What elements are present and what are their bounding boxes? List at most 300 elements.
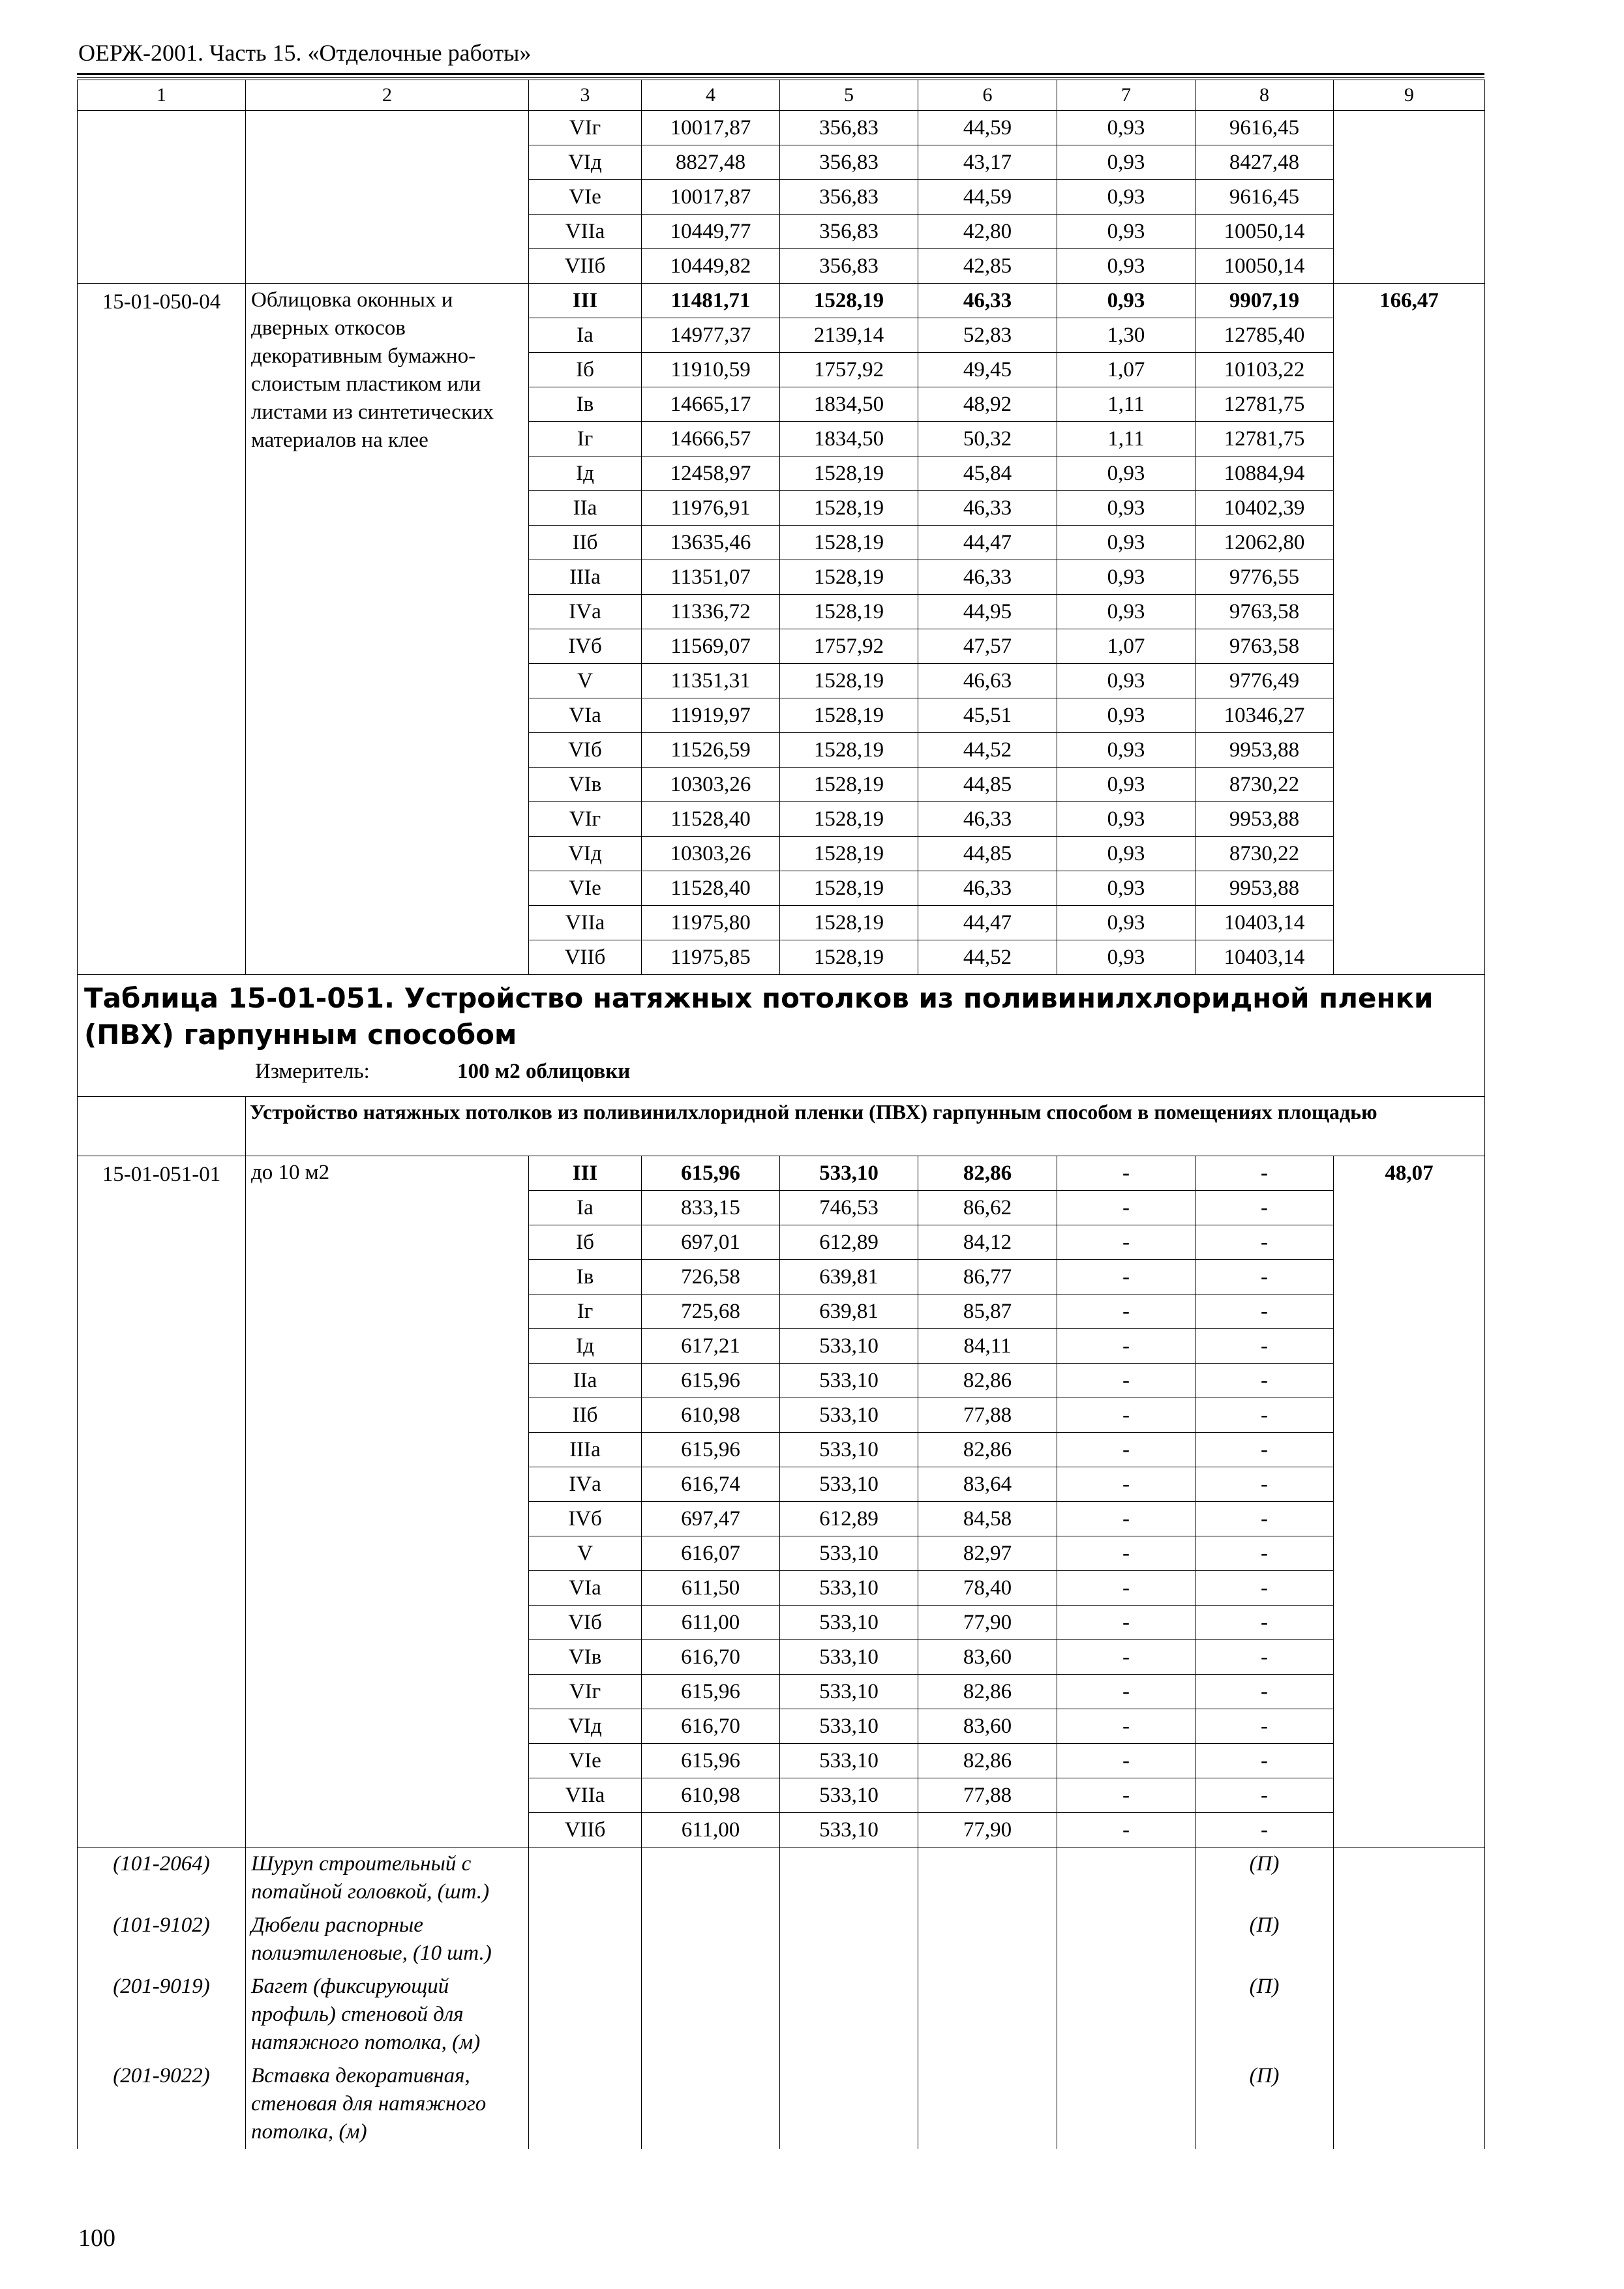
- value-cell: 45,51: [918, 698, 1057, 733]
- empty-cell: [1334, 1848, 1485, 1909]
- value-cell: Iд: [529, 1329, 642, 1364]
- empty-cell: [642, 1909, 780, 1970]
- resource-code: (201-9022): [78, 2059, 246, 2149]
- value-cell: 77,88: [918, 1398, 1057, 1433]
- item-description: Облицовка оконных и дверных откосов декоративным бумажно-слоистым пластиком или листами из синтетических материалов на клее: [246, 284, 529, 975]
- value-cell: 746,53: [780, 1191, 918, 1225]
- value-cell: VIд: [529, 837, 642, 871]
- value-cell: 0,93: [1057, 768, 1195, 802]
- value-cell: 86,62: [918, 1191, 1057, 1225]
- value-cell: 12785,40: [1195, 318, 1334, 353]
- value-cell: -: [1057, 1778, 1195, 1813]
- value-cell: VIIа: [529, 215, 642, 249]
- empty-cell: [780, 1970, 918, 2059]
- value-cell: 10449,77: [642, 215, 780, 249]
- value-cell: 0,93: [1057, 837, 1195, 871]
- value-cell: 533,10: [780, 1640, 918, 1675]
- value-cell: 10017,87: [642, 111, 780, 145]
- subheading-empty-cell: [78, 1097, 246, 1156]
- value-cell: 616,07: [642, 1536, 780, 1571]
- value-cell: -: [1057, 1606, 1195, 1640]
- value-cell: 833,15: [642, 1191, 780, 1225]
- empty-cell: [642, 2059, 780, 2149]
- value-cell: -: [1195, 1191, 1334, 1225]
- value-cell: 14977,37: [642, 318, 780, 353]
- value-cell: 84,12: [918, 1225, 1057, 1260]
- value-cell: -: [1057, 1675, 1195, 1709]
- value-cell: 84,11: [918, 1329, 1057, 1364]
- value-cell: 1528,19: [780, 595, 918, 629]
- value-cell: 13635,46: [642, 526, 780, 560]
- value-cell: 0,93: [1057, 456, 1195, 491]
- value-cell: VIIб: [529, 1813, 642, 1848]
- value-cell: 1,07: [1057, 629, 1195, 664]
- value-cell: 11975,80: [642, 906, 780, 940]
- value-cell: 726,58: [642, 1260, 780, 1294]
- value-cell: VIг: [529, 111, 642, 145]
- resource-name: Дюбели распорные полиэтиленовые, (10 шт.): [246, 1909, 529, 1970]
- value-cell: -: [1057, 1502, 1195, 1536]
- description-cell-empty: [246, 111, 529, 284]
- value-cell: 1528,19: [780, 768, 918, 802]
- value-cell: -: [1057, 1398, 1195, 1433]
- value-cell: 11569,07: [642, 629, 780, 664]
- value-cell: 85,87: [918, 1294, 1057, 1329]
- value-cell: 52,83: [918, 318, 1057, 353]
- value-cell: 1528,19: [780, 733, 918, 768]
- table-title-row: [78, 975, 1485, 1097]
- empty-cell: [1057, 1848, 1195, 1909]
- value-cell: Iб: [529, 1225, 642, 1260]
- value-cell: 533,10: [780, 1709, 918, 1744]
- value-cell: -: [1195, 1744, 1334, 1778]
- value-cell: 612,89: [780, 1225, 918, 1260]
- value-cell: 47,57: [918, 629, 1057, 664]
- value-cell: 8730,22: [1195, 837, 1334, 871]
- value-cell: 639,81: [780, 1294, 918, 1329]
- value-cell: 9953,88: [1195, 733, 1334, 768]
- value-cell: 10402,39: [1195, 491, 1334, 526]
- value-cell: 697,01: [642, 1225, 780, 1260]
- item-code: 15-01-050-04: [78, 284, 246, 975]
- value-cell: 44,95: [918, 595, 1057, 629]
- value-cell: 0,93: [1057, 526, 1195, 560]
- value-cell: IVб: [529, 1502, 642, 1536]
- empty-cell: [642, 1848, 780, 1909]
- page-number: 100: [78, 2224, 115, 2252]
- value-cell: 9763,58: [1195, 629, 1334, 664]
- value-cell: 46,33: [918, 802, 1057, 837]
- value-cell: 533,10: [780, 1433, 918, 1467]
- value-cell: -: [1195, 1571, 1334, 1606]
- value-cell: 356,83: [780, 215, 918, 249]
- value-cell: 0,93: [1057, 906, 1195, 940]
- column-number-cell: 3: [529, 80, 642, 111]
- value-cell: 1834,50: [780, 422, 918, 456]
- column-number-cell: 2: [246, 80, 529, 111]
- value-cell: -: [1195, 1502, 1334, 1536]
- value-cell: 11528,40: [642, 802, 780, 837]
- column-number-cell: 4: [642, 80, 780, 111]
- value-cell: 533,10: [780, 1156, 918, 1191]
- value-cell: 9776,55: [1195, 560, 1334, 595]
- value-cell: -: [1057, 1467, 1195, 1502]
- value-cell: 615,96: [642, 1744, 780, 1778]
- value-cell: VIд: [529, 1709, 642, 1744]
- value-cell: -: [1195, 1536, 1334, 1571]
- value-cell: 9907,19: [1195, 284, 1334, 318]
- rates-table: [77, 80, 1485, 2149]
- value-cell: -: [1195, 1640, 1334, 1675]
- summary-cell-empty: [1334, 111, 1485, 284]
- value-cell: VIд: [529, 145, 642, 180]
- value-cell: -: [1195, 1709, 1334, 1744]
- value-cell: 82,86: [918, 1433, 1057, 1467]
- value-cell: -: [1195, 1260, 1334, 1294]
- value-cell: VIа: [529, 698, 642, 733]
- value-cell: -: [1195, 1606, 1334, 1640]
- value-cell: 356,83: [780, 180, 918, 215]
- value-cell: Iв: [529, 1260, 642, 1294]
- value-cell: 533,10: [780, 1536, 918, 1571]
- empty-cell: [780, 1848, 918, 1909]
- value-cell: IIIа: [529, 1433, 642, 1467]
- value-cell: 46,33: [918, 871, 1057, 906]
- value-cell: 533,10: [780, 1675, 918, 1709]
- value-cell: 0,93: [1057, 249, 1195, 284]
- resource-row: [78, 1848, 1485, 1909]
- empty-cell: [1057, 1970, 1195, 2059]
- value-cell: 46,63: [918, 664, 1057, 698]
- value-cell: 617,21: [642, 1329, 780, 1364]
- value-cell: VIIа: [529, 1778, 642, 1813]
- value-cell: -: [1195, 1675, 1334, 1709]
- value-cell: V: [529, 1536, 642, 1571]
- value-cell: -: [1195, 1225, 1334, 1260]
- value-cell: -: [1057, 1191, 1195, 1225]
- value-cell: 11481,71: [642, 284, 780, 318]
- value-cell: 11351,07: [642, 560, 780, 595]
- value-cell: 1528,19: [780, 802, 918, 837]
- value-cell: 12062,80: [1195, 526, 1334, 560]
- value-cell: IIб: [529, 526, 642, 560]
- resource-flag: (П): [1195, 1909, 1334, 1970]
- value-cell: -: [1195, 1364, 1334, 1398]
- value-cell: -: [1195, 1778, 1334, 1813]
- value-cell: 0,93: [1057, 940, 1195, 975]
- value-cell: 11528,40: [642, 871, 780, 906]
- resource-name: Вставка декоративная, стеновая для натяжного потолка, (м): [246, 2059, 529, 2149]
- value-cell: -: [1057, 1329, 1195, 1364]
- empty-cell: [642, 1970, 780, 2059]
- value-cell: 78,40: [918, 1571, 1057, 1606]
- value-cell: 10449,82: [642, 249, 780, 284]
- item-summary: 48,07: [1334, 1156, 1485, 1848]
- value-cell: 77,90: [918, 1606, 1057, 1640]
- value-cell: 11975,85: [642, 940, 780, 975]
- value-cell: 82,86: [918, 1744, 1057, 1778]
- column-number-cell: 7: [1057, 80, 1195, 111]
- value-cell: 0,93: [1057, 595, 1195, 629]
- value-cell: 82,86: [918, 1364, 1057, 1398]
- empty-cell: [529, 1848, 642, 1909]
- header-rule: [77, 73, 1484, 75]
- value-cell: -: [1195, 1294, 1334, 1329]
- value-cell: IIIа: [529, 560, 642, 595]
- value-cell: -: [1195, 1398, 1334, 1433]
- value-cell: 46,33: [918, 491, 1057, 526]
- value-cell: 84,58: [918, 1502, 1057, 1536]
- resource-name: Шуруп строительный с потайной головкой, (шт.): [246, 1848, 529, 1909]
- value-cell: 1528,19: [780, 698, 918, 733]
- value-cell: -: [1057, 1225, 1195, 1260]
- value-cell: 611,00: [642, 1813, 780, 1848]
- value-cell: 1,11: [1057, 387, 1195, 422]
- value-cell: 83,60: [918, 1709, 1057, 1744]
- value-cell: 0,93: [1057, 180, 1195, 215]
- value-cell: 0,93: [1057, 111, 1195, 145]
- value-cell: 10103,22: [1195, 353, 1334, 387]
- value-cell: -: [1195, 1813, 1334, 1848]
- table-row: [78, 111, 1485, 145]
- value-cell: VIIб: [529, 940, 642, 975]
- value-cell: IVб: [529, 629, 642, 664]
- value-cell: 1528,19: [780, 284, 918, 318]
- value-cell: 0,93: [1057, 491, 1195, 526]
- value-cell: VIв: [529, 1640, 642, 1675]
- value-cell: -: [1057, 1433, 1195, 1467]
- value-cell: 9953,88: [1195, 802, 1334, 837]
- table-title-cell: [78, 975, 1485, 1097]
- empty-cell: [780, 2059, 918, 2149]
- subheading-row: [78, 1097, 1485, 1156]
- value-cell: 2139,14: [780, 318, 918, 353]
- value-cell: 44,52: [918, 733, 1057, 768]
- value-cell: 44,59: [918, 111, 1057, 145]
- value-cell: 11976,91: [642, 491, 780, 526]
- value-cell: Iг: [529, 422, 642, 456]
- value-cell: 9953,88: [1195, 871, 1334, 906]
- value-cell: 8827,48: [642, 145, 780, 180]
- value-cell: 533,10: [780, 1571, 918, 1606]
- value-cell: -: [1057, 1156, 1195, 1191]
- column-number-cell: 8: [1195, 80, 1334, 111]
- value-cell: 10884,94: [1195, 456, 1334, 491]
- resource-flag: (П): [1195, 1970, 1334, 2059]
- empty-cell: [1057, 1909, 1195, 1970]
- value-cell: 1528,19: [780, 526, 918, 560]
- value-cell: 616,70: [642, 1709, 780, 1744]
- value-cell: -: [1057, 1709, 1195, 1744]
- empty-cell: [529, 1909, 642, 1970]
- item-code: 15-01-051-01: [78, 1156, 246, 1848]
- subheading-cell: Устройство натяжных потолков из поливинилхлоридной пленки (ПВХ) гарпунным способом в помещениях площадью: [246, 1097, 1485, 1156]
- value-cell: 639,81: [780, 1260, 918, 1294]
- value-cell: 356,83: [780, 145, 918, 180]
- value-cell: Iа: [529, 1191, 642, 1225]
- value-cell: 611,50: [642, 1571, 780, 1606]
- value-cell: III: [529, 1156, 642, 1191]
- value-cell: 0,93: [1057, 733, 1195, 768]
- empty-cell: [918, 1909, 1057, 1970]
- empty-cell: [1334, 2059, 1485, 2149]
- value-cell: VIIа: [529, 906, 642, 940]
- value-cell: VIе: [529, 871, 642, 906]
- value-cell: 44,47: [918, 906, 1057, 940]
- value-cell: 0,93: [1057, 215, 1195, 249]
- value-cell: 82,86: [918, 1156, 1057, 1191]
- value-cell: -: [1057, 1744, 1195, 1778]
- value-cell: 612,89: [780, 1502, 918, 1536]
- value-cell: IVа: [529, 1467, 642, 1502]
- value-cell: 10050,14: [1195, 215, 1334, 249]
- value-cell: 1528,19: [780, 560, 918, 595]
- empty-cell: [1334, 1970, 1485, 2059]
- value-cell: VIг: [529, 802, 642, 837]
- resource-row: [78, 2059, 1485, 2149]
- value-cell: IIб: [529, 1398, 642, 1433]
- value-cell: VIе: [529, 1744, 642, 1778]
- header-rule-thin: [77, 77, 1484, 78]
- value-cell: 46,33: [918, 284, 1057, 318]
- value-cell: 533,10: [780, 1364, 918, 1398]
- table-row: [78, 284, 1485, 318]
- value-cell: 0,93: [1057, 560, 1195, 595]
- value-cell: 11919,97: [642, 698, 780, 733]
- value-cell: 610,98: [642, 1398, 780, 1433]
- value-cell: 610,98: [642, 1778, 780, 1813]
- value-cell: -: [1057, 1536, 1195, 1571]
- meter-row: [84, 1057, 1478, 1088]
- value-cell: 9776,49: [1195, 664, 1334, 698]
- value-cell: 82,86: [918, 1675, 1057, 1709]
- value-cell: 77,90: [918, 1813, 1057, 1848]
- value-cell: 86,77: [918, 1260, 1057, 1294]
- value-cell: -: [1057, 1640, 1195, 1675]
- empty-cell: [1334, 1909, 1485, 1970]
- value-cell: 533,10: [780, 1606, 918, 1640]
- empty-cell: [918, 2059, 1057, 2149]
- value-cell: 83,60: [918, 1640, 1057, 1675]
- value-cell: 0,93: [1057, 284, 1195, 318]
- value-cell: 77,88: [918, 1778, 1057, 1813]
- value-cell: III: [529, 284, 642, 318]
- value-cell: 9763,58: [1195, 595, 1334, 629]
- value-cell: IIа: [529, 491, 642, 526]
- empty-cell: [918, 1970, 1057, 2059]
- value-cell: 49,45: [918, 353, 1057, 387]
- value-cell: 1528,19: [780, 491, 918, 526]
- value-cell: -: [1057, 1364, 1195, 1398]
- value-cell: -: [1057, 1813, 1195, 1848]
- value-cell: VIг: [529, 1675, 642, 1709]
- table-title: Таблица 15-01-051. Устройство натяжных потолков из поливинилхлоридной пленки (ПВХ) гарпунным способом: [84, 982, 1434, 1051]
- value-cell: 0,93: [1057, 802, 1195, 837]
- value-cell: 1528,19: [780, 664, 918, 698]
- value-cell: VIб: [529, 733, 642, 768]
- value-cell: 1528,19: [780, 940, 918, 975]
- value-cell: 0,93: [1057, 698, 1195, 733]
- value-cell: 0,93: [1057, 664, 1195, 698]
- table-row: [78, 1156, 1485, 1191]
- value-cell: 48,92: [918, 387, 1057, 422]
- value-cell: 1528,19: [780, 906, 918, 940]
- value-cell: 14666,57: [642, 422, 780, 456]
- value-cell: 10403,14: [1195, 906, 1334, 940]
- value-cell: 8730,22: [1195, 768, 1334, 802]
- document-header: ОЕРЖ-2001. Часть 15. «Отделочные работы»: [78, 40, 532, 66]
- value-cell: 1757,92: [780, 629, 918, 664]
- value-cell: 10346,27: [1195, 698, 1334, 733]
- value-cell: Iв: [529, 387, 642, 422]
- value-cell: 616,74: [642, 1467, 780, 1502]
- value-cell: IIа: [529, 1364, 642, 1398]
- empty-cell: [780, 1909, 918, 1970]
- value-cell: Iд: [529, 456, 642, 491]
- empty-cell: [1057, 2059, 1195, 2149]
- value-cell: 533,10: [780, 1813, 918, 1848]
- value-cell: 615,96: [642, 1364, 780, 1398]
- value-cell: 50,32: [918, 422, 1057, 456]
- value-cell: 533,10: [780, 1329, 918, 1364]
- value-cell: 615,96: [642, 1156, 780, 1191]
- meter-label: Измеритель:: [255, 1060, 370, 1083]
- value-cell: 82,97: [918, 1536, 1057, 1571]
- value-cell: 14665,17: [642, 387, 780, 422]
- resource-code: (201-9019): [78, 1970, 246, 2059]
- value-cell: 1528,19: [780, 837, 918, 871]
- value-cell: 44,52: [918, 940, 1057, 975]
- value-cell: 45,84: [918, 456, 1057, 491]
- value-cell: 10303,26: [642, 768, 780, 802]
- item-description: до 10 м2: [246, 1156, 529, 1848]
- resource-row: [78, 1909, 1485, 1970]
- value-cell: 44,85: [918, 837, 1057, 871]
- column-number-row: [78, 80, 1485, 111]
- value-cell: VIв: [529, 768, 642, 802]
- value-cell: 12781,75: [1195, 422, 1334, 456]
- empty-cell: [529, 2059, 642, 2149]
- resource-name: Багет (фиксирующий профиль) стеновой для натяжного потолка, (м): [246, 1970, 529, 2059]
- value-cell: 1,30: [1057, 318, 1195, 353]
- value-cell: 44,85: [918, 768, 1057, 802]
- value-cell: 1,07: [1057, 353, 1195, 387]
- resource-code: (101-2064): [78, 1848, 246, 1909]
- value-cell: -: [1195, 1467, 1334, 1502]
- value-cell: VIб: [529, 1606, 642, 1640]
- value-cell: 697,47: [642, 1502, 780, 1536]
- value-cell: 11910,59: [642, 353, 780, 387]
- value-cell: 0,93: [1057, 871, 1195, 906]
- value-cell: Iа: [529, 318, 642, 353]
- value-cell: 615,96: [642, 1433, 780, 1467]
- value-cell: 10017,87: [642, 180, 780, 215]
- value-cell: 42,80: [918, 215, 1057, 249]
- value-cell: 10403,14: [1195, 940, 1334, 975]
- value-cell: 1834,50: [780, 387, 918, 422]
- value-cell: V: [529, 664, 642, 698]
- column-number-cell: 9: [1334, 80, 1485, 111]
- value-cell: -: [1057, 1294, 1195, 1329]
- value-cell: 533,10: [780, 1398, 918, 1433]
- value-cell: 533,10: [780, 1744, 918, 1778]
- value-cell: 725,68: [642, 1294, 780, 1329]
- meter-value: 100 м2 облицовки: [457, 1060, 631, 1083]
- value-cell: 615,96: [642, 1675, 780, 1709]
- value-cell: 46,33: [918, 560, 1057, 595]
- value-cell: -: [1057, 1260, 1195, 1294]
- column-number-cell: 5: [780, 80, 918, 111]
